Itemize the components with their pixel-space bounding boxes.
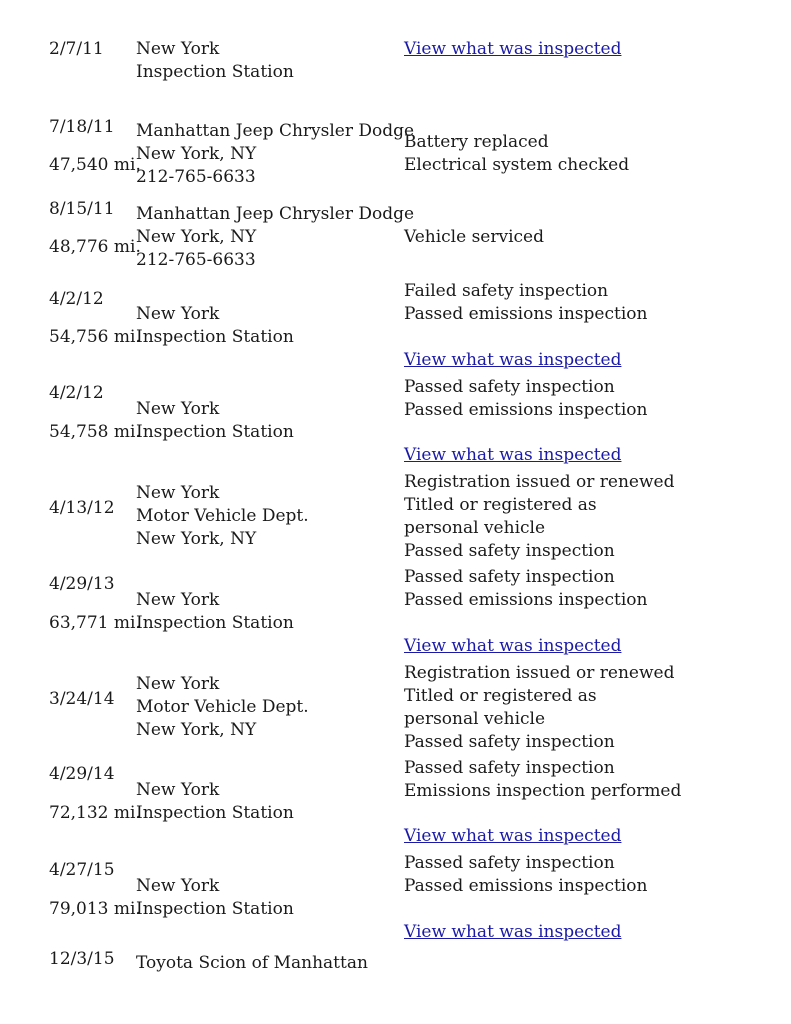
record-detail: Passed emissions inspection [404,590,648,610]
record-source-line: New York [136,780,220,800]
record-detail: Passed emissions inspection [404,304,648,324]
view-inspection-link[interactable]: View what was inspected [404,39,622,59]
record-date: 2/7/11 [49,39,104,59]
record-detail: personal vehicle [404,518,546,538]
record-detail: Electrical system checked [404,155,630,175]
record-detail: Passed emissions inspection [404,876,648,896]
record-source-line: New York [136,304,220,324]
record-source-line: Motor Vehicle Dept. [136,697,309,717]
record-detail: Passed safety inspection [404,732,615,752]
record-date: 4/2/12 [49,289,104,309]
record-source-line: New York [136,399,220,419]
view-inspection-link[interactable]: View what was inspected [404,350,622,370]
record-source-line: New York [136,39,220,59]
view-inspection-link[interactable]: View what was inspected [404,445,622,465]
record-source-line: Manhattan Jeep Chrysler Dodge [136,121,415,141]
record-source-line: New York [136,674,220,694]
record-source-line: Inspection Station [136,803,294,823]
record-detail: Passed emissions inspection [404,400,648,420]
record-date: 4/27/15 [49,860,115,880]
record-mileage: 47,540 mi. [49,155,141,175]
record-detail: Passed safety inspection [404,567,615,587]
record-detail: Passed safety inspection [404,853,615,873]
record-source-line: New York [136,876,220,896]
record-source-line: Motor Vehicle Dept. [136,506,309,526]
record-detail: personal vehicle [404,709,546,729]
record-source-line: Inspection Station [136,613,294,633]
record-date: 7/18/11 [49,117,115,137]
record-detail: Passed safety inspection [404,541,615,561]
record-source-line: New York, NY [136,529,257,549]
record-mileage: 54,758 mi. [49,422,141,442]
record-detail: Titled or registered as [404,495,597,515]
record-detail: Emissions inspection performed [404,781,682,801]
record-source-line: New York, NY [136,720,257,740]
record-source-line: New York, NY [136,227,257,247]
record-date: 12/3/15 [49,949,115,969]
record-source-line: New York, NY [136,144,257,164]
record-source-line: 212-765-6633 [136,250,256,270]
record-source-line: Inspection Station [136,422,294,442]
view-inspection-link[interactable]: View what was inspected [404,922,622,942]
view-inspection-link[interactable]: View what was inspected [404,826,622,846]
record-source-line: Inspection Station [136,899,294,919]
record-date: 4/2/12 [49,383,104,403]
record-detail: Battery replaced [404,132,549,152]
record-date: 3/24/14 [49,689,115,709]
record-source-line: 212-765-6633 [136,167,256,187]
record-detail: Titled or registered as [404,686,597,706]
record-date: 4/29/13 [49,574,115,594]
record-source-line: Inspection Station [136,62,294,82]
view-inspection-link[interactable]: View what was inspected [404,636,622,656]
record-detail: Registration issued or renewed [404,472,675,492]
record-mileage: 72,132 mi. [49,803,141,823]
record-mileage: 79,013 mi. [49,899,141,919]
record-source-line: New York [136,483,220,503]
record-mileage: 48,776 mi. [49,237,141,257]
record-source-line: Toyota Scion of Manhattan [136,953,368,973]
record-mileage: 54,756 mi. [49,327,141,347]
record-date: 4/29/14 [49,764,115,784]
record-detail: Passed safety inspection [404,377,615,397]
record-detail: Vehicle serviced [404,227,545,247]
record-date: 8/15/11 [49,199,115,219]
record-detail: Passed safety inspection [404,758,615,778]
record-detail: Failed safety inspection [404,281,609,301]
record-source-line: Manhattan Jeep Chrysler Dodge [136,204,415,224]
record-source-line: Inspection Station [136,327,294,347]
record-source-line: New York [136,590,220,610]
record-mileage: 63,771 mi. [49,613,141,633]
record-date: 4/13/12 [49,498,115,518]
record-detail: Registration issued or renewed [404,663,675,683]
